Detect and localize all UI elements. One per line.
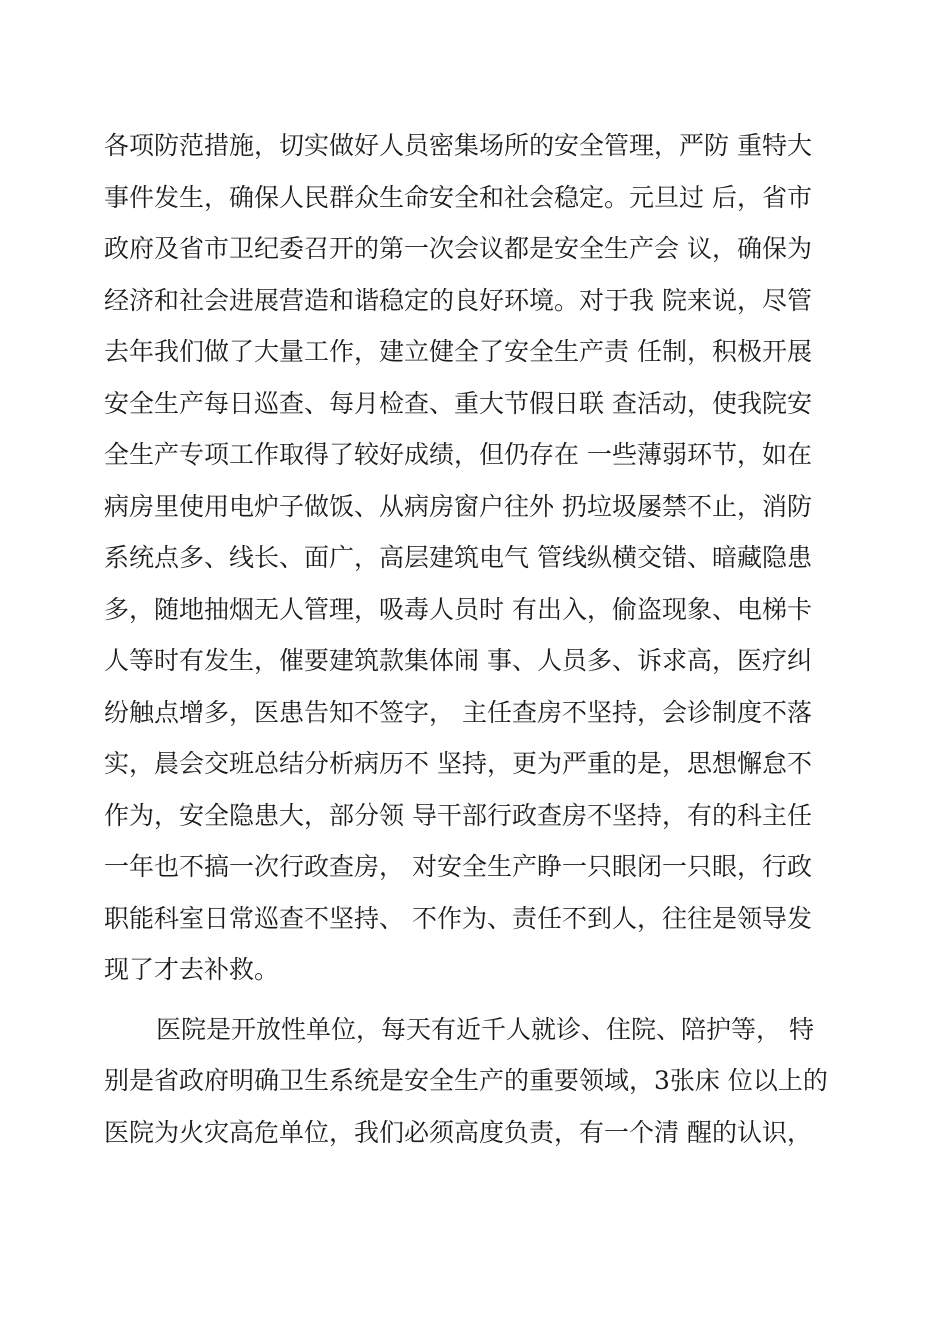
- text-line: 职能科室日常巡查不坚持、 不作为、责任不到人，往往是领导发: [104, 903, 812, 933]
- text-line: 病房里使用电炉子做饭、从病房窗户往外 扔垃圾屡禁不止，消防: [104, 491, 812, 521]
- text-line: 一年也不搞一次行政查房， 对安全生产睁一只眼闭一只眼，行政: [104, 852, 812, 881]
- text-line: 事件发生，确保人民群众生命安全和社会稳定。元旦过 后，省市: [104, 182, 812, 212]
- text-line: 医院为火灾高危单位，我们必须高度负责，有一个清 醒的认识，: [104, 1117, 812, 1147]
- text-line: 去年我们做了大量工作，建立健全了安全生产责 任制，积极开展: [104, 337, 812, 366]
- text-line: 作为，安全隐患大，部分领 导干部行政查房不坚持，有的科主任: [104, 800, 812, 830]
- text-line: 各项防范措施，切实做好人员密集场所的安全管理，严防 重特大: [104, 131, 812, 160]
- paragraph-spacer: [104, 996, 864, 1004]
- text-line: 经济和社会进展营造和谐稳定的良好环境。对于我 院来说，尽管: [104, 285, 812, 315]
- text-line: 全生产专项工作取得了较好成绩，但仍存在 一些薄弱环节，如在: [104, 440, 812, 469]
- paragraph-2: [104, 1004, 864, 1159]
- text-line: 人等时有发生，催要建筑款集体闹 事、人员多、诉求高，医疗纠: [104, 646, 812, 675]
- text-line: 现了才去补救。: [104, 955, 280, 984]
- paragraph-1: [104, 120, 864, 996]
- text-line: 多，随地抽烟无人管理，吸毒人员时 有出入，偷盗现象、电梯卡: [104, 594, 812, 624]
- document-body: [104, 120, 864, 1158]
- text-line: 安全生产每日巡查、每月检查、重大节假日联 查活动，使我院安: [104, 388, 812, 418]
- text-line: 纷触点增多，医患告知不签字， 主任查房不坚持，会诊制度不落: [104, 697, 812, 727]
- text-line: 系统点多、线长、面广，高层建筑电气 管线纵横交错、暗藏隐患: [104, 543, 812, 572]
- text-line: 别是省政府明确卫生系统是安全生产的重要领域，3张床 位以上的: [104, 1066, 828, 1095]
- text-line: 医院是开放性单位，每天有近千人就诊、住院、陪护等， 特: [156, 1014, 814, 1044]
- text-line: 政府及省市卫纪委召开的第一次会议都是安全生产会 议，确保为: [104, 234, 812, 263]
- text-line: 实，晨会交班总结分析病历不 坚持，更为严重的是，思想懈怠不: [104, 749, 812, 778]
